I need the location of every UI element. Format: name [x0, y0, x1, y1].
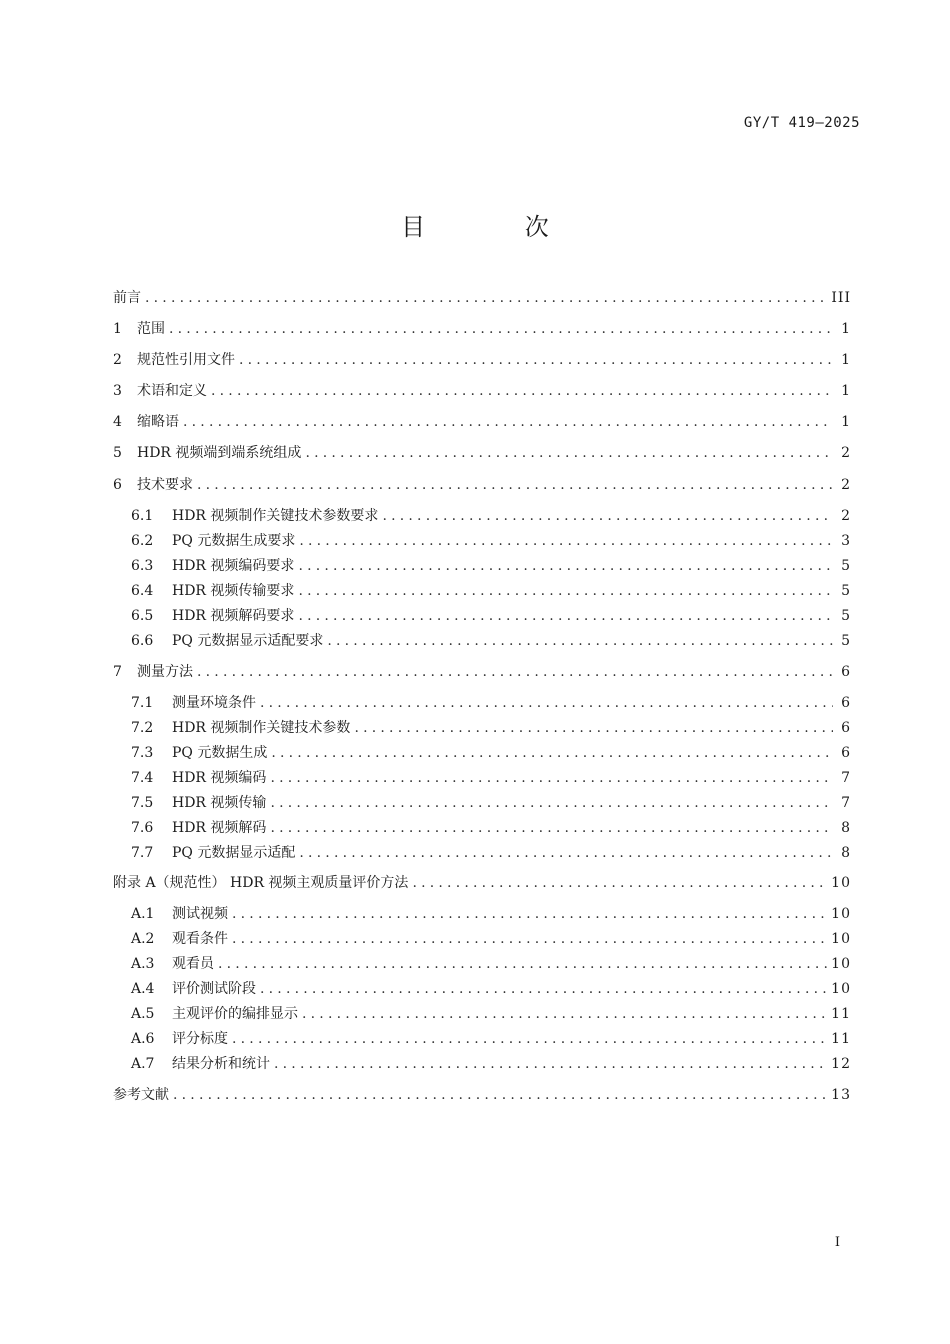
toc-leader-dots	[271, 742, 833, 764]
toc-entry-number: 5	[113, 445, 122, 461]
toc-entry-number: 7.2	[131, 720, 154, 736]
toc-entry[interactable]	[113, 349, 851, 371]
toc-entry-page: 5	[841, 608, 851, 624]
toc-entry-label: HDR 视频解码	[172, 820, 267, 836]
toc-entry-number: 6.1	[131, 508, 154, 524]
toc-entry-label: 结果分析和统计	[172, 1056, 270, 1072]
toc-entry-label: HDR 视频编码要求	[172, 558, 295, 574]
toc-entry-number: 7	[113, 664, 122, 680]
toc-entry[interactable]	[113, 287, 851, 309]
toc-entry-page: 6	[841, 695, 851, 711]
toc-entry-label: 测试视频	[172, 906, 228, 922]
toc-entry-label: 技术要求	[137, 477, 193, 493]
toc-leader-dots	[260, 978, 827, 1000]
toc-entry[interactable]	[131, 505, 851, 527]
toc-leader-dots	[302, 1003, 827, 1025]
toc-entry[interactable]	[131, 742, 851, 764]
toc-leader-dots	[299, 530, 833, 552]
toc-entry-page: 6	[841, 664, 851, 680]
toc-entry-page: 7	[841, 770, 851, 786]
toc-entry[interactable]	[131, 605, 851, 627]
toc-leader-dots	[298, 580, 833, 602]
toc-leader-dots	[260, 692, 833, 714]
toc-entry-label: 观看条件	[172, 931, 228, 947]
toc-entry-label: 术语和定义	[137, 383, 207, 399]
toc-entry-page: 13	[831, 1087, 851, 1103]
toc-entry-label: 规范性引用文件	[137, 352, 235, 368]
toc-entry[interactable]	[131, 1028, 851, 1050]
toc-entry[interactable]	[131, 817, 851, 839]
toc-entry[interactable]	[113, 318, 851, 340]
toc-entry-page: 1	[841, 321, 851, 337]
toc-entry-label: HDR 视频传输	[172, 795, 267, 811]
toc-entry-number: 7.6	[131, 820, 154, 836]
toc-leader-dots	[270, 792, 833, 814]
page-number: I	[834, 1235, 840, 1250]
toc-leader-dots	[354, 717, 833, 739]
toc-leader-dots	[382, 505, 833, 527]
toc-entry[interactable]	[131, 1003, 851, 1025]
toc-leader-dots	[274, 1053, 827, 1075]
toc-entry-page: 1	[841, 383, 851, 399]
toc-entry-number: 4	[113, 414, 122, 430]
toc-entry-label: 测量方法	[137, 664, 193, 680]
toc-leader-dots	[412, 872, 827, 894]
toc-entry[interactable]	[131, 717, 851, 739]
toc-entry[interactable]	[131, 630, 851, 652]
toc-leader-dots	[270, 817, 833, 839]
toc-entry[interactable]	[131, 928, 851, 950]
toc-entry-label: HDR 视频传输要求	[172, 583, 295, 599]
toc-entry-number: 7.1	[131, 695, 154, 711]
toc-entry[interactable]	[131, 792, 851, 814]
toc-entry-label: PQ 元数据显示适配	[172, 845, 296, 861]
toc-leader-dots	[298, 555, 833, 577]
toc-entry-number: A.1	[131, 906, 155, 922]
toc-entry[interactable]	[131, 580, 851, 602]
toc-leader-dots	[169, 318, 833, 340]
toc-leader-dots	[232, 928, 827, 950]
toc-entry-number: 7.7	[131, 845, 154, 861]
toc-entry-label: 前言	[113, 290, 141, 306]
toc-entry-number: 6.5	[131, 608, 154, 624]
toc-entry-page: 7	[841, 795, 851, 811]
toc-entry-number: 7.3	[131, 745, 154, 761]
toc-entry-label: HDR 视频编码	[172, 770, 267, 786]
toc-entry-label: HDR 视频端到端系统组成	[137, 445, 302, 461]
toc-entry-label: 主观评价的编排显示	[172, 1006, 298, 1022]
toc-leader-dots	[239, 349, 833, 371]
toc-entry-label: PQ 元数据显示适配要求	[172, 633, 324, 649]
toc-leader-dots	[270, 767, 833, 789]
toc-entry-page: 10	[831, 931, 851, 947]
toc-entry-page: 10	[831, 981, 851, 997]
toc-entry-page: 10	[831, 906, 851, 922]
toc-leader-dots	[299, 842, 833, 864]
toc-entry-number: A.5	[131, 1006, 155, 1022]
toc-entry-page: 5	[841, 583, 851, 599]
toc-entry-page: 6	[841, 720, 851, 736]
toc-leader-dots	[211, 380, 833, 402]
toc-entry[interactable]	[131, 1053, 851, 1075]
page-title: 目 次	[401, 213, 595, 241]
toc-entry-number: 3	[113, 383, 122, 399]
toc-entry-page: 5	[841, 633, 851, 649]
toc-entry-page: 3	[841, 533, 851, 549]
toc-entry-number: 1	[113, 321, 122, 337]
toc-entry-label: 测量环境条件	[172, 695, 256, 711]
toc-entry[interactable]	[131, 767, 851, 789]
toc-entry-number: 7.4	[131, 770, 154, 786]
toc-leader-dots	[232, 903, 827, 925]
toc-entry[interactable]	[113, 661, 851, 683]
toc-leader-dots	[218, 953, 827, 975]
toc-entry[interactable]	[131, 692, 851, 714]
toc-entry-number: 6.3	[131, 558, 154, 574]
toc-entry[interactable]	[131, 978, 851, 1000]
toc-entry-label: 范围	[137, 321, 165, 337]
toc-entry-page: III	[831, 290, 851, 306]
toc-entry-label: 评价测试阶段	[172, 981, 256, 997]
toc-leader-dots	[305, 442, 833, 464]
toc-entry-page: 8	[841, 845, 851, 861]
toc-leader-dots	[197, 661, 833, 683]
toc-entry-label: 评分标度	[172, 1031, 228, 1047]
toc-entry-label: PQ 元数据生成	[172, 745, 268, 761]
toc-entry-page: 10	[831, 956, 851, 972]
toc-entry[interactable]	[131, 842, 851, 864]
toc-entry-page: 6	[841, 745, 851, 761]
toc-entry[interactable]	[113, 1084, 851, 1106]
toc-entry-label: HDR 视频解码要求	[172, 608, 295, 624]
toc-entry[interactable]	[131, 555, 851, 577]
toc-entry-page: 2	[841, 445, 851, 461]
toc-entry-page: 1	[841, 414, 851, 430]
toc-entry-page: 1	[841, 352, 851, 368]
toc-entry-page: 10	[831, 875, 851, 891]
toc-entry-label: 附录 A（规范性） HDR 视频主观质量评价方法	[113, 875, 409, 891]
standard-code: GY/T 419—2025	[743, 115, 860, 131]
toc-entry-label: 缩略语	[137, 414, 179, 430]
toc-entry-page: 11	[831, 1031, 851, 1047]
toc-entry-label: PQ 元数据生成要求	[172, 533, 296, 549]
toc-entry-number: A.7	[131, 1056, 155, 1072]
toc-entry-number: 2	[113, 352, 122, 368]
toc-leader-dots	[232, 1028, 827, 1050]
toc-leader-dots	[173, 1084, 827, 1106]
toc-entry[interactable]	[113, 442, 851, 464]
toc-entry-label: 参考文献	[113, 1087, 169, 1103]
toc-entry-number: 7.5	[131, 795, 154, 811]
toc-leader-dots	[327, 630, 833, 652]
toc-entry[interactable]	[131, 530, 851, 552]
toc-entry-label: 观看员	[172, 956, 214, 972]
toc-entry-number: A.3	[131, 956, 155, 972]
toc-entry-number: 6.4	[131, 583, 154, 599]
toc-entry[interactable]	[113, 380, 851, 402]
toc-entry-number: 6.6	[131, 633, 154, 649]
toc-entry-page: 11	[831, 1006, 851, 1022]
toc-entry-number: 6.2	[131, 533, 154, 549]
toc-leader-dots	[197, 474, 833, 496]
toc-entry-number: 6	[113, 477, 122, 493]
toc-entry[interactable]	[113, 872, 851, 894]
toc-entry-label: HDR 视频制作关键技术参数	[172, 720, 351, 736]
toc-entry[interactable]	[113, 411, 851, 433]
toc-entry[interactable]	[131, 953, 851, 975]
toc-entry-label: HDR 视频制作关键技术参数要求	[172, 508, 379, 524]
toc-entry[interactable]	[113, 474, 851, 496]
toc-entry-page: 8	[841, 820, 851, 836]
toc-entry-number: A.6	[131, 1031, 155, 1047]
toc-leader-dots	[183, 411, 833, 433]
toc-entry-page: 12	[831, 1056, 851, 1072]
toc-entry-page: 5	[841, 558, 851, 574]
toc-entry-page: 2	[841, 508, 851, 524]
toc-entry-page: 2	[841, 477, 851, 493]
toc-entry[interactable]	[131, 903, 851, 925]
toc-leader-dots	[145, 287, 827, 309]
toc-entry-number: A.2	[131, 931, 155, 947]
toc-entry-number: A.4	[131, 981, 155, 997]
toc-leader-dots	[298, 605, 833, 627]
